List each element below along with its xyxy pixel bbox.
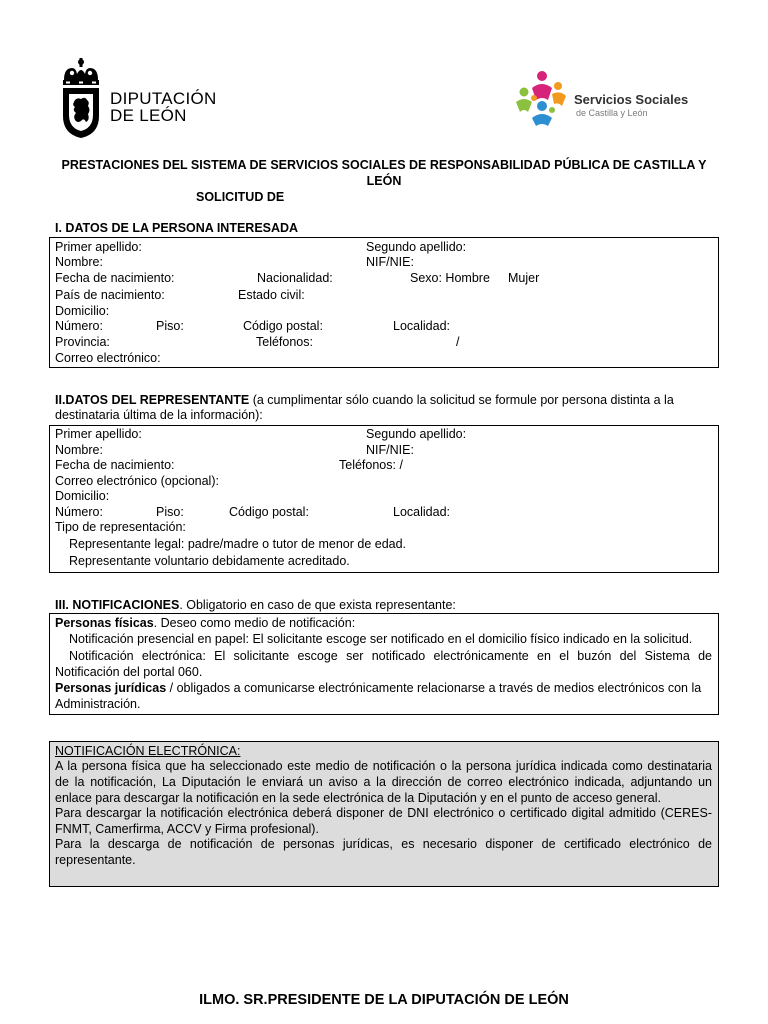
- document-title-line1: PRESTACIONES DEL SISTEMA DE SERVICIOS SOCIALES DE RESPONSABILIDAD PÚBLICA DE CASTILLA Y: [61, 158, 707, 172]
- s1-fecha-nacimiento-label: Fecha de nacimiento:: [55, 271, 175, 285]
- s1-nombre-label: Nombre:: [55, 255, 103, 269]
- s3-notificacion-electronica-line2: Notificación del portal 060.: [55, 665, 203, 679]
- notice-line5: FNMT, Camerfirma, ACCV y Firma profesional).: [55, 822, 319, 836]
- s3-personas-juridicas: [55, 681, 701, 696]
- s2-localidad-label: Localidad:: [393, 505, 450, 519]
- s2-representante-legal-option[interactable]: Representante legal: padre/madre o tutor de menor de edad.: [69, 537, 407, 551]
- s1-nif-label: NIF/NIE:: [366, 255, 414, 269]
- section1-heading: I. DATOS DE LA PERSONA INTERESADA: [55, 221, 299, 235]
- addressee-footer: ILMO. SR.PRESIDENTE DE LA DIPUTACIÓN DE LEÓN: [199, 992, 569, 1008]
- s1-telefonos-label: Teléfonos:: [256, 335, 313, 349]
- s2-representante-voluntario-option[interactable]: Representante voluntario debidamente acreditado.: [69, 554, 350, 568]
- notice-line2: de la notificación, La Diputación le enviará un aviso a la dirección de correo electrónico indicada, adjuntando un: [55, 775, 712, 789]
- s1-correo-label: Correo electrónico:: [55, 351, 161, 365]
- notice-line1: A la persona física que ha seleccionado este medio de notificación o la persona jurídica indicada como destinataria: [55, 759, 712, 773]
- s2-nif-label: NIF/NIE:: [366, 443, 414, 457]
- s2-primer-apellido-label: Primer apellido:: [55, 427, 142, 441]
- s2-correo-label: Correo electrónico (opcional):: [55, 474, 219, 488]
- coat-of-arms-icon: [60, 58, 102, 140]
- s3-notificacion-presencial-option[interactable]: Notificación presencial en papel: El solicitante escoge ser notificado en el domicilio físico indicado en la solicitud.: [69, 632, 693, 646]
- s2-fecha-nacimiento-label: Fecha de nacimiento:: [55, 458, 175, 472]
- s3-personas-juridicas-rest: / obligados a comunicarse electrónicamente relacionarse a través de medios electrónicos con la: [166, 681, 702, 695]
- diputacion-logo-line1: DIPUTACIÓN: [110, 89, 217, 108]
- s1-pais-label: País de nacimiento:: [55, 288, 165, 302]
- servicios-sociales-subtitle: de Castilla y León: [576, 108, 648, 118]
- s3-notificacion-electronica-option[interactable]: Notificación electrónica: El solicitante escoge ser notificado electrónicamente en el buzón del Sistema de: [69, 649, 712, 663]
- s1-segundo-apellido-label: Segundo apellido:: [366, 240, 467, 254]
- s2-tipo-representacion-label: Tipo de representación:: [55, 520, 186, 534]
- s1-provincia-label: Provincia:: [55, 335, 110, 349]
- section2-heading-line2: destinataria última de la información):: [55, 408, 263, 422]
- notice-line7: representante.: [55, 853, 136, 867]
- s2-nombre-label: Nombre:: [55, 443, 103, 457]
- servicios-sociales-title: Servicios Sociales: [574, 92, 689, 107]
- s3-personas-juridicas-line2: Administración.: [55, 697, 141, 711]
- s2-codigo-postal-label: Código postal:: [229, 505, 309, 519]
- s2-telefonos-label: Teléfonos: /: [339, 458, 403, 472]
- document-title-line2: LEÓN: [366, 174, 402, 188]
- notice-line3: enlace para descargar la notificación en la sede electrónica de la Diputación y en el punto de acceso general.: [55, 791, 661, 805]
- s2-piso-label: Piso:: [156, 505, 184, 519]
- s1-domicilio-label: Domicilio:: [55, 304, 110, 318]
- notice-title: NOTIFICACIÓN ELECTRÓNICA:: [55, 744, 241, 758]
- section3-heading-rest: . Obligatorio en caso de que exista representante:: [179, 598, 456, 612]
- s1-telefonos-separator: /: [456, 335, 460, 349]
- s3-personas-fisicas-rest: . Deseo como medio de notificación:: [153, 616, 356, 630]
- s1-sexo-mujer-label: Mujer: [508, 271, 540, 285]
- s1-codigo-postal-label: Código postal:: [243, 319, 323, 333]
- section2-heading-rest: (a cumplimentar sólo cuando la solicitud se formule por persona distinta a la: [249, 393, 674, 407]
- solicitud-de-label: SOLICITUD DE: [196, 190, 285, 204]
- notice-line6: Para la descarga de notificación de personas jurídicas, es necesario disponer de certificado electrónico de: [55, 837, 712, 851]
- s1-numero-label: Número:: [55, 319, 103, 333]
- s1-sexo-hombre-label: Sexo: Hombre: [410, 271, 490, 285]
- s1-estado-civil-label: Estado civil:: [238, 288, 305, 302]
- section2-heading: [55, 393, 712, 409]
- section2-heading-bold: II.DATOS DEL REPRESENTANTE: [55, 393, 250, 407]
- s1-piso-label: Piso:: [156, 319, 184, 333]
- servicios-sociales-figures-icon: [512, 68, 572, 128]
- s1-localidad-label: Localidad:: [393, 319, 450, 333]
- diputacion-logo-line2: DE LEÓN: [110, 106, 187, 125]
- s2-segundo-apellido-label: Segundo apellido:: [366, 427, 467, 441]
- section3-heading: [55, 598, 456, 614]
- s2-domicilio-label: Domicilio:: [55, 489, 110, 503]
- servicios-sociales-logo: [512, 68, 692, 130]
- s3-personas-juridicas-bold: Personas jurídicas: [55, 681, 167, 695]
- s1-nacionalidad-label: Nacionalidad:: [257, 271, 333, 285]
- s1-primer-apellido-label: Primer apellido:: [55, 240, 142, 254]
- diputacion-leon-logo: [60, 58, 230, 140]
- notice-line4: Para descargar la notificación electrónica deberá disponer de DNI electrónico o certificado digital admitido (CERES-: [55, 806, 712, 820]
- s3-personas-fisicas: [55, 616, 355, 631]
- section3-heading-bold: III. NOTIFICACIONES: [55, 598, 180, 612]
- s2-numero-label: Número:: [55, 505, 103, 519]
- s3-personas-fisicas-bold: Personas físicas: [55, 616, 154, 630]
